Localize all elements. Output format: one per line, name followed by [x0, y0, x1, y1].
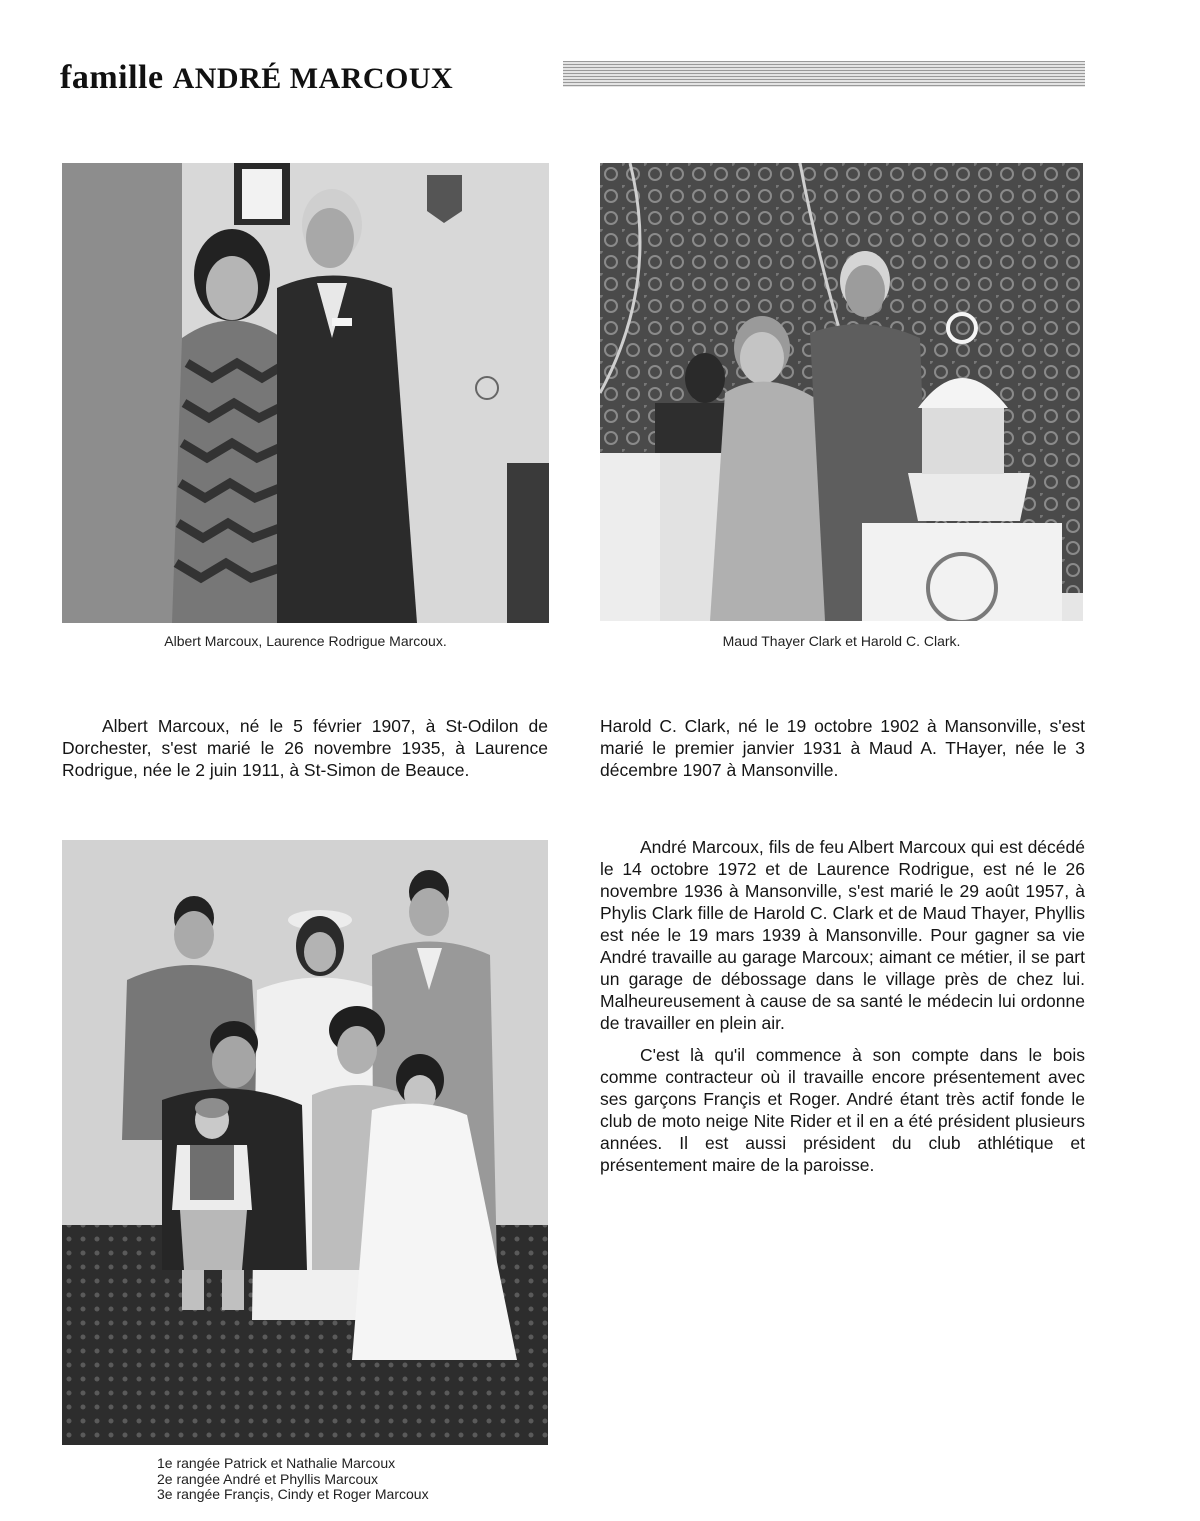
caption-line-3: 3e rangée Françis, Cindy et Roger Marcoux: [157, 1486, 429, 1502]
paragraph-albert: [62, 715, 548, 781]
paragraph-andre: [600, 836, 1085, 1176]
photo-family: [62, 840, 548, 1445]
caption-photo-2: Maud Thayer Clark et Harold C. Clark.: [722, 633, 961, 649]
paragraph-albert-text: Albert Marcoux, né le 5 février 1907, à St-Odilon de Dorchester, s'est marié le 26 novembre 1935, à Laurence Rodrigue, née le 2 juin 1911, à St-Simon de Beauce.: [62, 716, 548, 780]
caption-line-1: 1e rangée Patrick et Nathalie Marcoux: [157, 1455, 396, 1471]
photo-albert-laurence: [62, 163, 549, 623]
page-header: [60, 58, 1086, 98]
caption-photo-1: Albert Marcoux, Laurence Rodrigue Marcoux.: [164, 633, 447, 649]
page-title: [60, 58, 453, 99]
paragraph-andre-1: André Marcoux, fils de feu Albert Marcoux qui est décédé le 14 octobre 1972 et de Laurence Rodrigue, est né le 26 novembre 1936 à Mansonville, s'est marié le 29 août 1957, à Phylis Clark fille de Harold C. Clark et de Maud Thayer, Phyllis est née le 19 mars 1939 à Mansonville. Pour gagner sa vie André travaille au garage Marcoux; aimant ce métier, il se part un garage de débossage dans le village près de chez lui. Malheureusement à cause de sa santé le médecin lui ordonne de travailler en plein air.: [600, 837, 1085, 1033]
photo-maud-harold: [600, 163, 1083, 621]
title-name: ANDRÉ MARCOUX: [172, 62, 454, 95]
title-prefix: famille: [60, 59, 164, 96]
title-rule: [563, 61, 1085, 87]
caption-line-2: 2e rangée André et Phyllis Marcoux: [157, 1470, 379, 1487]
paragraph-harold: [600, 715, 1085, 781]
paragraph-harold-text: Harold C. Clark, né le 19 octobre 1902 à Mansonville, s'est marié le premier janvier 1931 à Maud A. THayer, née le 3 décembre 1907 à Mansonville.: [600, 716, 1085, 780]
caption-photo-3: [157, 1456, 429, 1503]
paragraph-andre-2: C'est là qu'il commence à son compte dans le bois comme contracteur où il travaille encore présentement avec ses garçons Françis et Roger. André étant très actif fonde le club de moto neige Nite Rider et il en a été président plusieurs années. Il est aussi président du club athlétique et présentement maire de la paroisse.: [600, 1045, 1085, 1175]
